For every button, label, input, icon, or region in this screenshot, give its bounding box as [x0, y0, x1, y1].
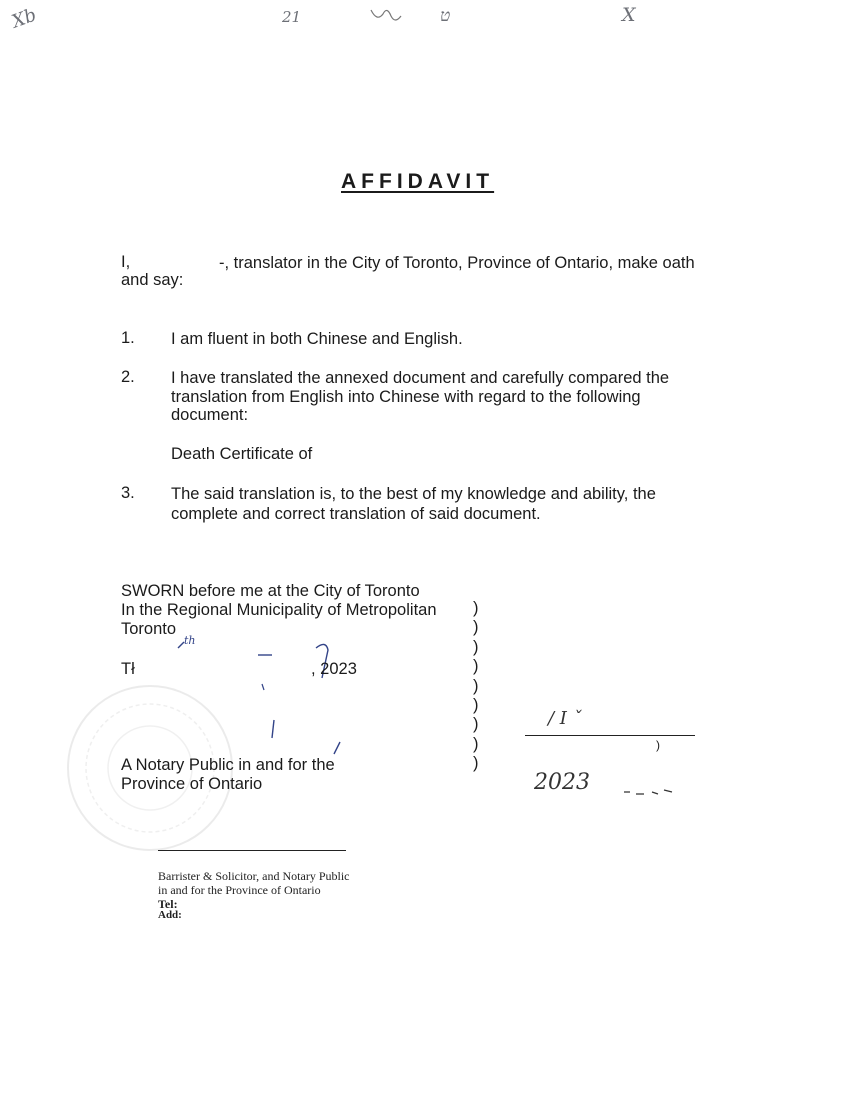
item-number: 2. [121, 368, 135, 386]
handwritten-year: 2023 [534, 770, 590, 795]
pen-stroke [262, 684, 264, 690]
paren: ) [473, 657, 479, 676]
paren: ) [473, 676, 479, 695]
handwritten-mark-top-chars: ט [440, 6, 451, 26]
sworn-line-1: SWORN before me at the City of Toronto [121, 582, 420, 600]
signature-paren: ) [656, 738, 660, 752]
handwritten-mark-top-left: Xb [9, 4, 40, 33]
notary-line-1: A Notary Public in and for the [121, 756, 335, 774]
intro-i: I, [121, 253, 131, 271]
item-number: 1. [121, 329, 135, 347]
stamp-line-1: Barrister & Solicitor, and Notary Public [158, 869, 350, 883]
item-text: complete and correct translation of said document. [171, 505, 541, 523]
deponent-signature: / I ˇ [548, 708, 582, 729]
notary-line-2: Province of Ontario [121, 775, 263, 793]
handwritten-th: th [184, 634, 196, 647]
handwritten-mark-top-x: X [622, 4, 636, 26]
intro-text: -, translator in the City of Toronto, Province of Ontario, make oath [219, 254, 695, 272]
stamp-tel-label: Tel: [158, 897, 178, 911]
paren: ) [473, 696, 479, 715]
page-title: AFFIDAVIT [341, 170, 495, 193]
handwritten-mark-top-number: 21 [282, 8, 302, 26]
stamp-line-2: in and for the Province of Ontario [158, 883, 321, 897]
sworn-line-3: Toronto [121, 620, 177, 638]
item-number: 3. [121, 484, 135, 502]
paren: ) [473, 715, 479, 734]
handwritten-scribble [624, 790, 672, 794]
document-name: Death Certificate of [171, 445, 313, 463]
item-text: document: [171, 406, 249, 424]
paren: ) [473, 637, 479, 656]
intro-line-2: and say: [121, 271, 184, 289]
pen-stroke [272, 720, 274, 738]
paren: ) [473, 734, 479, 753]
paren: ) [473, 754, 479, 773]
item-text: I am fluent in both Chinese and English. [171, 330, 463, 348]
pen-stroke [334, 742, 340, 754]
paren-column [473, 599, 485, 774]
item-text: I have translated the annexed document and carefully compared the [171, 369, 670, 387]
stamp-add-label: Add: [158, 909, 182, 921]
stamp-rule [158, 850, 346, 851]
sworn-line-2: In the Regional Municipality of Metropolitan [121, 601, 437, 619]
date-prefix: Tł [121, 660, 135, 678]
paren: ) [473, 599, 479, 617]
paren: ) [473, 618, 479, 637]
date-year: , 2023 [311, 660, 357, 678]
item-text: The said translation is, to the best of my knowledge and ability, the [171, 485, 656, 503]
item-text: translation from English into Chinese with regard to the following [171, 388, 641, 406]
handwritten-scribble [371, 10, 401, 20]
signature-line [525, 735, 695, 736]
